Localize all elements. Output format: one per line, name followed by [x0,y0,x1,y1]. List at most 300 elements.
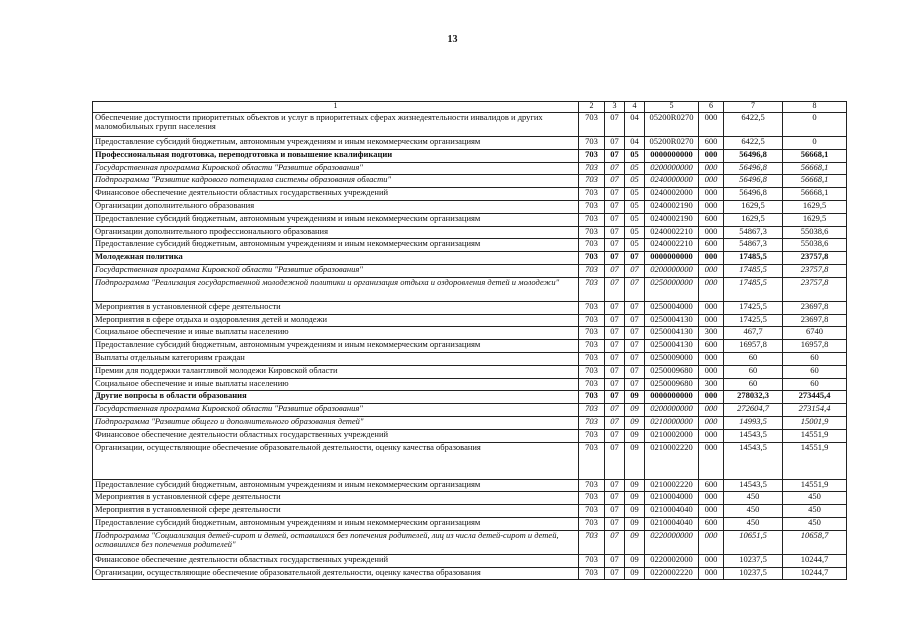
gr-code-cell: 703 [579,226,605,239]
amount-year1-cell: 17485,5 [724,277,783,301]
table-row [93,352,847,365]
section-cell: 07 [605,530,625,554]
amount-year1-cell: 14543,5 [724,429,783,442]
expense-type-cell: 600 [699,213,724,226]
amount-year2-cell: 56668,1 [783,188,847,201]
amount-year1-cell: 450 [724,517,783,530]
row-name-cell: Финансовое обеспечение деятельности областных государственных учреждений [93,554,579,567]
amount-year1-cell: 54867,3 [724,226,783,239]
section-cell: 07 [605,301,625,314]
amount-year1-cell: 467,7 [724,327,783,340]
gr-code-cell: 703 [579,327,605,340]
row-name-cell: Предоставление субсидий бюджетным, автономным учреждениям и иным некоммерческим организациям [93,137,579,150]
section-cell: 07 [605,175,625,188]
amount-year2-cell: 1629,5 [783,200,847,213]
subsection-cell: 09 [625,567,645,580]
section-cell: 07 [605,505,625,518]
expense-type-cell: 000 [699,404,724,417]
expense-type-cell: 000 [699,226,724,239]
subsection-cell: 05 [625,239,645,252]
amount-year2-cell: 23697,8 [783,314,847,327]
table-row [93,530,847,554]
section-cell: 07 [605,226,625,239]
expense-type-cell: 000 [699,391,724,404]
table-body [93,113,847,580]
row-name-cell: Финансовое обеспечение деятельности областных государственных учреждений [93,188,579,201]
subsection-cell: 05 [625,226,645,239]
target-article-cell: 0220002000 [645,554,699,567]
section-cell: 07 [605,416,625,429]
table-row [93,277,847,301]
section-cell: 07 [605,492,625,505]
table-row [93,378,847,391]
amount-year1-cell: 14543,5 [724,442,783,479]
amount-year1-cell: 17485,5 [724,252,783,265]
subsection-cell: 05 [625,188,645,201]
target-article-cell: 0210002220 [645,479,699,492]
budget-table [92,101,847,580]
expense-type-cell: 000 [699,175,724,188]
subsection-cell: 07 [625,252,645,265]
expense-type-cell: 000 [699,442,724,479]
subsection-cell: 07 [625,352,645,365]
row-name-cell: Другие вопросы в области образования [93,391,579,404]
amount-year2-cell: 15001,9 [783,416,847,429]
amount-year2-cell: 56668,1 [783,175,847,188]
section-cell: 07 [605,188,625,201]
amount-year2-cell: 450 [783,492,847,505]
table-row [93,517,847,530]
target-article-cell: 0220000000 [645,530,699,554]
subsection-cell: 05 [625,213,645,226]
header-cell: 5 [645,102,699,113]
amount-year2-cell: 450 [783,517,847,530]
gr-code-cell: 703 [579,567,605,580]
target-article-cell: 05200R0270 [645,137,699,150]
section-cell: 07 [605,162,625,175]
gr-code-cell: 703 [579,429,605,442]
expense-type-cell: 000 [699,492,724,505]
amount-year1-cell: 60 [724,378,783,391]
expense-type-cell: 000 [699,429,724,442]
target-article-cell: 0210004000 [645,492,699,505]
gr-code-cell: 703 [579,149,605,162]
section-cell: 07 [605,239,625,252]
row-name-cell: Социальное обеспечение и иные выплаты населению [93,327,579,340]
row-name-cell: Премии для поддержки талантливой молодежи Кировской области [93,365,579,378]
target-article-cell: 0240002000 [645,188,699,201]
row-name-cell: Предоставление субсидий бюджетным, автономным учреждениям и иным некоммерческим организациям [93,213,579,226]
section-cell: 07 [605,404,625,417]
gr-code-cell: 703 [579,314,605,327]
target-article-cell: 0210002000 [645,429,699,442]
subsection-cell: 09 [625,517,645,530]
subsection-cell: 05 [625,149,645,162]
subsection-cell: 07 [625,301,645,314]
row-name-cell: Предоставление субсидий бюджетным, автономным учреждениям и иным некоммерческим организациям [93,479,579,492]
target-article-cell: 0250009000 [645,352,699,365]
target-article-cell: 0250009680 [645,365,699,378]
table-row [93,442,847,479]
header-cell: 3 [605,102,625,113]
subsection-cell: 09 [625,505,645,518]
target-article-cell: 0240002190 [645,213,699,226]
target-article-cell: 05200R0270 [645,113,699,137]
expense-type-cell: 000 [699,149,724,162]
section-cell: 07 [605,113,625,137]
amount-year2-cell: 55038,6 [783,226,847,239]
amount-year2-cell: 23697,8 [783,301,847,314]
row-name-cell: Подпрограмма "Реализация государственной молодежной политики и организация отдыха и оздоровления детей и молодежи" [93,277,579,301]
subsection-cell: 07 [625,277,645,301]
subsection-cell: 07 [625,264,645,277]
target-article-cell: 0000000000 [645,391,699,404]
target-article-cell: 0240000000 [645,175,699,188]
subsection-cell: 09 [625,479,645,492]
amount-year2-cell: 273154,4 [783,404,847,417]
target-article-cell: 0250004130 [645,327,699,340]
expense-type-cell: 000 [699,314,724,327]
amount-year1-cell: 56496,8 [724,162,783,175]
expense-type-cell: 000 [699,352,724,365]
target-article-cell: 0210004040 [645,517,699,530]
expense-type-cell: 300 [699,327,724,340]
target-article-cell: 0240002190 [645,200,699,213]
gr-code-cell: 703 [579,505,605,518]
subsection-cell: 09 [625,404,645,417]
expense-type-cell: 000 [699,505,724,518]
table-row [93,252,847,265]
amount-year1-cell: 54867,3 [724,239,783,252]
amount-year2-cell: 1629,5 [783,213,847,226]
section-cell: 07 [605,365,625,378]
subsection-cell: 09 [625,416,645,429]
amount-year1-cell: 10237,5 [724,554,783,567]
row-name-cell: Обеспечение доступности приоритетных объектов и услуг в приоритетных сферах жизнедеятельности инвалидов и других маломобильных групп населения [93,113,579,137]
gr-code-cell: 703 [579,252,605,265]
row-name-cell: Подпрограмма "Развитие кадрового потенциала системы образования области" [93,175,579,188]
gr-code-cell: 703 [579,213,605,226]
table-row [93,200,847,213]
amount-year2-cell: 23757,8 [783,277,847,301]
row-name-cell: Выплаты отдельным категориям граждан [93,352,579,365]
target-article-cell: 0240002210 [645,239,699,252]
page-number: 13 [447,34,458,45]
amount-year1-cell: 450 [724,492,783,505]
expense-type-cell: 600 [699,239,724,252]
table-row [93,113,847,137]
table-row [93,554,847,567]
target-article-cell: 0220002220 [645,567,699,580]
table-row [93,239,847,252]
subsection-cell: 09 [625,554,645,567]
amount-year1-cell: 6422,5 [724,113,783,137]
amount-year1-cell: 14543,5 [724,479,783,492]
gr-code-cell: 703 [579,162,605,175]
row-name-cell: Мероприятия в установленной сфере деятельности [93,505,579,518]
header-cell: 8 [783,102,847,113]
amount-year2-cell: 56668,1 [783,149,847,162]
section-cell: 07 [605,213,625,226]
table-row [93,137,847,150]
section-cell: 07 [605,378,625,391]
gr-code-cell: 703 [579,188,605,201]
expense-type-cell: 000 [699,264,724,277]
subsection-cell: 07 [625,314,645,327]
section-cell: 07 [605,314,625,327]
amount-year1-cell: 278032,3 [724,391,783,404]
gr-code-cell: 703 [579,517,605,530]
row-name-cell: Организации, осуществляющие обеспечение образовательной деятельности, оценку качества образования [93,442,579,479]
amount-year2-cell: 60 [783,352,847,365]
gr-code-cell: 703 [579,391,605,404]
subsection-cell: 07 [625,340,645,353]
subsection-cell: 09 [625,492,645,505]
subsection-cell: 09 [625,429,645,442]
expense-type-cell: 600 [699,340,724,353]
amount-year2-cell: 60 [783,365,847,378]
header-cell: 1 [93,102,579,113]
section-cell: 07 [605,352,625,365]
target-article-cell: 0250004000 [645,301,699,314]
table-row [93,340,847,353]
expense-type-cell: 000 [699,554,724,567]
expense-type-cell: 600 [699,517,724,530]
amount-year1-cell: 272604,7 [724,404,783,417]
table-row [93,505,847,518]
amount-year2-cell: 10244,7 [783,567,847,580]
target-article-cell: 0200000000 [645,264,699,277]
expense-type-cell: 000 [699,277,724,301]
header-cell: 7 [724,102,783,113]
gr-code-cell: 703 [579,404,605,417]
amount-year2-cell: 23757,8 [783,264,847,277]
subsection-cell: 04 [625,137,645,150]
amount-year2-cell: 55038,6 [783,239,847,252]
amount-year2-cell: 14551,9 [783,479,847,492]
amount-year2-cell: 10658,7 [783,530,847,554]
header-cell: 2 [579,102,605,113]
row-name-cell: Организации дополнительного профессионального образования [93,226,579,239]
table-row [93,567,847,580]
expense-type-cell: 000 [699,530,724,554]
target-article-cell: 0200000000 [645,404,699,417]
row-name-cell: Предоставление субсидий бюджетным, автономным учреждениям и иным некоммерческим организациям [93,517,579,530]
row-name-cell: Социальное обеспечение и иные выплаты населению [93,378,579,391]
row-name-cell: Организации, осуществляющие обеспечение образовательной деятельности, оценку качества образования [93,567,579,580]
gr-code-cell: 703 [579,554,605,567]
row-name-cell: Подпрограмма "Развитие общего и дополнительного образования детей" [93,416,579,429]
amount-year1-cell: 56496,8 [724,188,783,201]
subsection-cell: 05 [625,175,645,188]
target-article-cell: 0250004130 [645,340,699,353]
target-article-cell: 0240002210 [645,226,699,239]
expense-type-cell: 000 [699,162,724,175]
amount-year1-cell: 1629,5 [724,200,783,213]
row-name-cell: Государственная программа Кировской области "Развитие образования" [93,264,579,277]
table-row [93,188,847,201]
gr-code-cell: 703 [579,200,605,213]
table-row [93,149,847,162]
subsection-cell: 07 [625,378,645,391]
row-name-cell: Профессиональная подготовка, переподготовка и повышение квалификации [93,149,579,162]
section-cell: 07 [605,327,625,340]
table-row [93,416,847,429]
expense-type-cell: 600 [699,479,724,492]
gr-code-cell: 703 [579,301,605,314]
section-cell: 07 [605,554,625,567]
subsection-cell: 09 [625,391,645,404]
amount-year1-cell: 56496,8 [724,175,783,188]
row-name-cell: Предоставление субсидий бюджетным, автономным учреждениям и иным некоммерческим организациям [93,239,579,252]
header-cell: 4 [625,102,645,113]
amount-year2-cell: 60 [783,378,847,391]
subsection-cell: 09 [625,442,645,479]
table-row [93,314,847,327]
amount-year1-cell: 17425,5 [724,314,783,327]
table-row [93,226,847,239]
expense-type-cell: 000 [699,252,724,265]
section-cell: 07 [605,200,625,213]
section-cell: 07 [605,429,625,442]
section-cell: 07 [605,252,625,265]
section-cell: 07 [605,567,625,580]
gr-code-cell: 703 [579,175,605,188]
subsection-cell: 05 [625,162,645,175]
section-cell: 07 [605,264,625,277]
table-row [93,175,847,188]
gr-code-cell: 703 [579,352,605,365]
header-cell: 6 [699,102,724,113]
table-row [93,429,847,442]
expense-type-cell: 000 [699,416,724,429]
subsection-cell: 05 [625,200,645,213]
gr-code-cell: 703 [579,530,605,554]
amount-year2-cell: 10244,7 [783,554,847,567]
amount-year2-cell: 273445,4 [783,391,847,404]
amount-year2-cell: 14551,9 [783,429,847,442]
row-name-cell: Мероприятия в установленной сфере деятельности [93,301,579,314]
gr-code-cell: 703 [579,365,605,378]
target-article-cell: 0000000000 [645,149,699,162]
table-row [93,213,847,226]
amount-year2-cell: 14551,9 [783,442,847,479]
section-cell: 07 [605,137,625,150]
amount-year2-cell: 16957,8 [783,340,847,353]
expense-type-cell: 000 [699,188,724,201]
target-article-cell: 0250004130 [645,314,699,327]
gr-code-cell: 703 [579,378,605,391]
table-row [93,391,847,404]
subsection-cell: 07 [625,327,645,340]
expense-type-cell: 600 [699,137,724,150]
target-article-cell: 0000000000 [645,252,699,265]
table-row [93,264,847,277]
section-cell: 07 [605,442,625,479]
expense-type-cell: 000 [699,200,724,213]
target-article-cell: 0200000000 [645,162,699,175]
subsection-cell: 04 [625,113,645,137]
target-article-cell: 0250009680 [645,378,699,391]
amount-year1-cell: 60 [724,365,783,378]
row-name-cell: Предоставление субсидий бюджетным, автономным учреждениям и иным некоммерческим организациям [93,340,579,353]
row-name-cell: Молодежная политика [93,252,579,265]
amount-year2-cell: 450 [783,505,847,518]
table-row [93,365,847,378]
row-name-cell: Финансовое обеспечение деятельности областных государственных учреждений [93,429,579,442]
amount-year1-cell: 450 [724,505,783,518]
target-article-cell: 0210000000 [645,416,699,429]
section-cell: 07 [605,479,625,492]
amount-year1-cell: 16957,8 [724,340,783,353]
amount-year1-cell: 10237,5 [724,567,783,580]
table-row [93,301,847,314]
row-name-cell: Организации дополнительного образования [93,200,579,213]
amount-year2-cell: 56668,1 [783,162,847,175]
table-row [93,492,847,505]
amount-year1-cell: 6422,5 [724,137,783,150]
table-row [93,404,847,417]
gr-code-cell: 703 [579,492,605,505]
gr-code-cell: 703 [579,239,605,252]
expense-type-cell: 000 [699,567,724,580]
table-row [93,327,847,340]
table-row [93,479,847,492]
subsection-cell: 07 [625,365,645,378]
gr-code-cell: 703 [579,442,605,479]
expense-type-cell: 000 [699,301,724,314]
amount-year1-cell: 1629,5 [724,213,783,226]
gr-code-cell: 703 [579,340,605,353]
amount-year2-cell: 0 [783,137,847,150]
section-cell: 07 [605,277,625,301]
target-article-cell: 0250000000 [645,277,699,301]
amount-year1-cell: 14993,5 [724,416,783,429]
amount-year1-cell: 56496,8 [724,149,783,162]
expense-type-cell: 300 [699,378,724,391]
amount-year1-cell: 10651,5 [724,530,783,554]
gr-code-cell: 703 [579,137,605,150]
amount-year2-cell: 0 [783,113,847,137]
target-article-cell: 0210004040 [645,505,699,518]
subsection-cell: 09 [625,530,645,554]
amount-year2-cell: 6740 [783,327,847,340]
section-cell: 07 [605,391,625,404]
target-article-cell: 0210002220 [645,442,699,479]
section-cell: 07 [605,517,625,530]
gr-code-cell: 703 [579,479,605,492]
row-name-cell: Государственная программа Кировской области "Развитие образования" [93,162,579,175]
amount-year1-cell: 60 [724,352,783,365]
row-name-cell: Мероприятия в установленной сфере деятельности [93,492,579,505]
amount-year2-cell: 23757,8 [783,252,847,265]
gr-code-cell: 703 [579,113,605,137]
gr-code-cell: 703 [579,277,605,301]
row-name-cell: Мероприятия в сфере отдыха и оздоровления детей и молодежи [93,314,579,327]
expense-type-cell: 000 [699,365,724,378]
amount-year1-cell: 17485,5 [724,264,783,277]
amount-year1-cell: 17425,5 [724,301,783,314]
section-cell: 07 [605,340,625,353]
gr-code-cell: 703 [579,416,605,429]
section-cell: 07 [605,149,625,162]
row-name-cell: Подпрограмма "Социализация детей-сирот и детей, оставшихся без попечения родителей, лиц из числа детей-сирот и детей, оставшихся без попечения родителей" [93,530,579,554]
expense-type-cell: 000 [699,113,724,137]
gr-code-cell: 703 [579,264,605,277]
row-name-cell: Государственная программа Кировской области "Развитие образования" [93,404,579,417]
header-row [93,102,847,113]
table-row [93,162,847,175]
